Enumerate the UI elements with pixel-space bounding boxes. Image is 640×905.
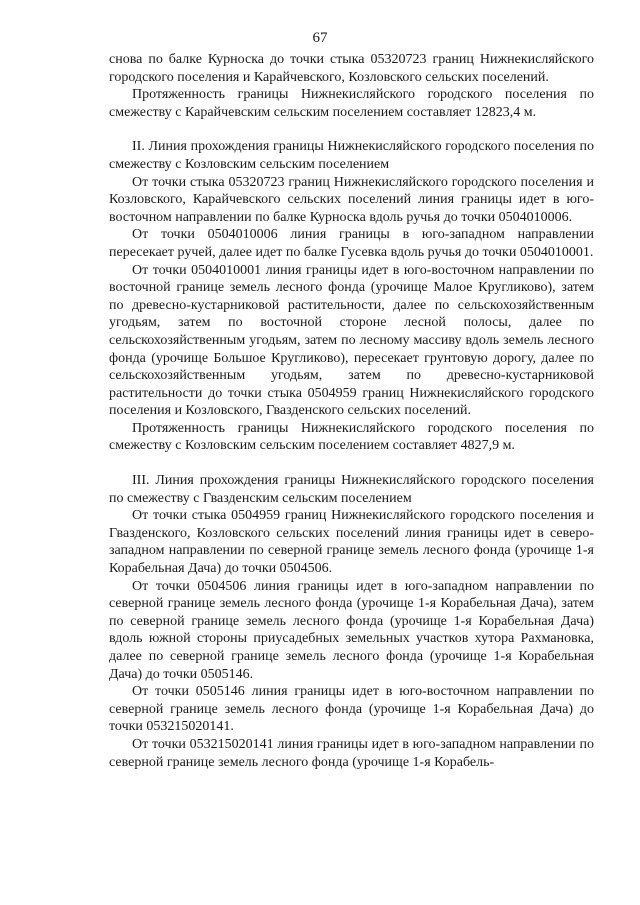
paragraph-from-053215020141: От точки 053215020141 линия границы идет в юго-западном направлении по северной границе земель лесного фонда (урочище 1-я Корабель-	[109, 736, 594, 770]
paragraph-length-kozlovskoe: Протяженность границы Нижнекисляйского городского поселения по смежеству с Козловским сельским поселением составляет 4827,9 м.	[109, 420, 594, 454]
paragraph-from-0504010006: От точки 0504010006 линия границы в юго-западном направлении пересекает ручей, далее идет по балке Гусевка вдоль ручья до точки 0504010001.	[109, 227, 594, 260]
paragraph-from-0504506: От точки 0504506 линия границы идет в юго-западном направлении по северной границе земель лесного фонда (урочище 1-я Корабельная Дача), затем по северной границе земель лесного фонда (урочище 1-я Корабельная Дача) вдоль южной стороны приусадебных земельных участков хутора Рахмановка, далее по северной границе земель лесного фонда (урочище 1-я Корабельная Дача) до точки 0505146.	[109, 578, 594, 682]
paragraph-continuation: снова по балке Курноска до точки стыка 05320723 границ Нижнекисляйского городского поселения и Карайчевского, Козловского сельских поселений.	[109, 52, 594, 85]
section-heading-ii: II. Линия прохождения границы Нижнекисляйского городского поселения по смежеству с Козловским сельским поселением	[109, 139, 594, 172]
page-number: 67	[312, 30, 328, 46]
document-body	[109, 51, 594, 771]
section-heading-iii: III. Линия прохождения границы Нижнекисляйского городского поселения по смежеству с Гвазденским сельским поселением	[109, 473, 594, 506]
paragraph-from-0504010001: От точки 0504010001 линия границы идет в юго-восточном направлении по восточной границе земель лесного фонда (урочище Малое Кругликово), затем по древесно-кустарниковой растительности, далее по сельскохозяйственным угодьям, затем по восточной стороне лесной полосы, далее по сельскохозяйственным угодьям, затем по лесному массиву вдоль земель лесного фонда (урочище Большое Кругликово), пересекает грунтовую дорогу, далее по сельскохозяйственным угодьям, затем по древесно-кустарниковой растительности до точки стыка 0504959 границ Нижнекисляйского городского поселения и Козловского, Гвазденского сельских поселений.	[109, 262, 594, 419]
paragraph-from-0504959: От точки стыка 0504959 границ Нижнекисляйского городского поселения и Гвазденского, Козловского сельских поселений линия границы идет в северо-западном направлении по северной границе земель лесного фонда (урочище 1-я Корабельная Дача) до точки 0504506.	[109, 508, 594, 577]
paragraph-from-05320723: От точки стыка 05320723 границ Нижнекисляйского городского поселения и Козловского, Карайчевского сельских поселений линия границы идет в юго-восточном направлении по балке Курноска вдоль ручья до точки 0504010006.	[109, 174, 594, 225]
paragraph-length-karaichevskoe: Протяженность границы Нижнекисляйского городского поселения по смежеству с Карайчевским сельским поселением составляет 12823,4 м.	[109, 87, 594, 120]
paragraph-from-0505146: От точки 0505146 линия границы идет в юго-восточном направлении по северной границе земель лесного фонда (урочище 1-я Корабельная Дача) до точки 053215020141.	[109, 684, 594, 735]
